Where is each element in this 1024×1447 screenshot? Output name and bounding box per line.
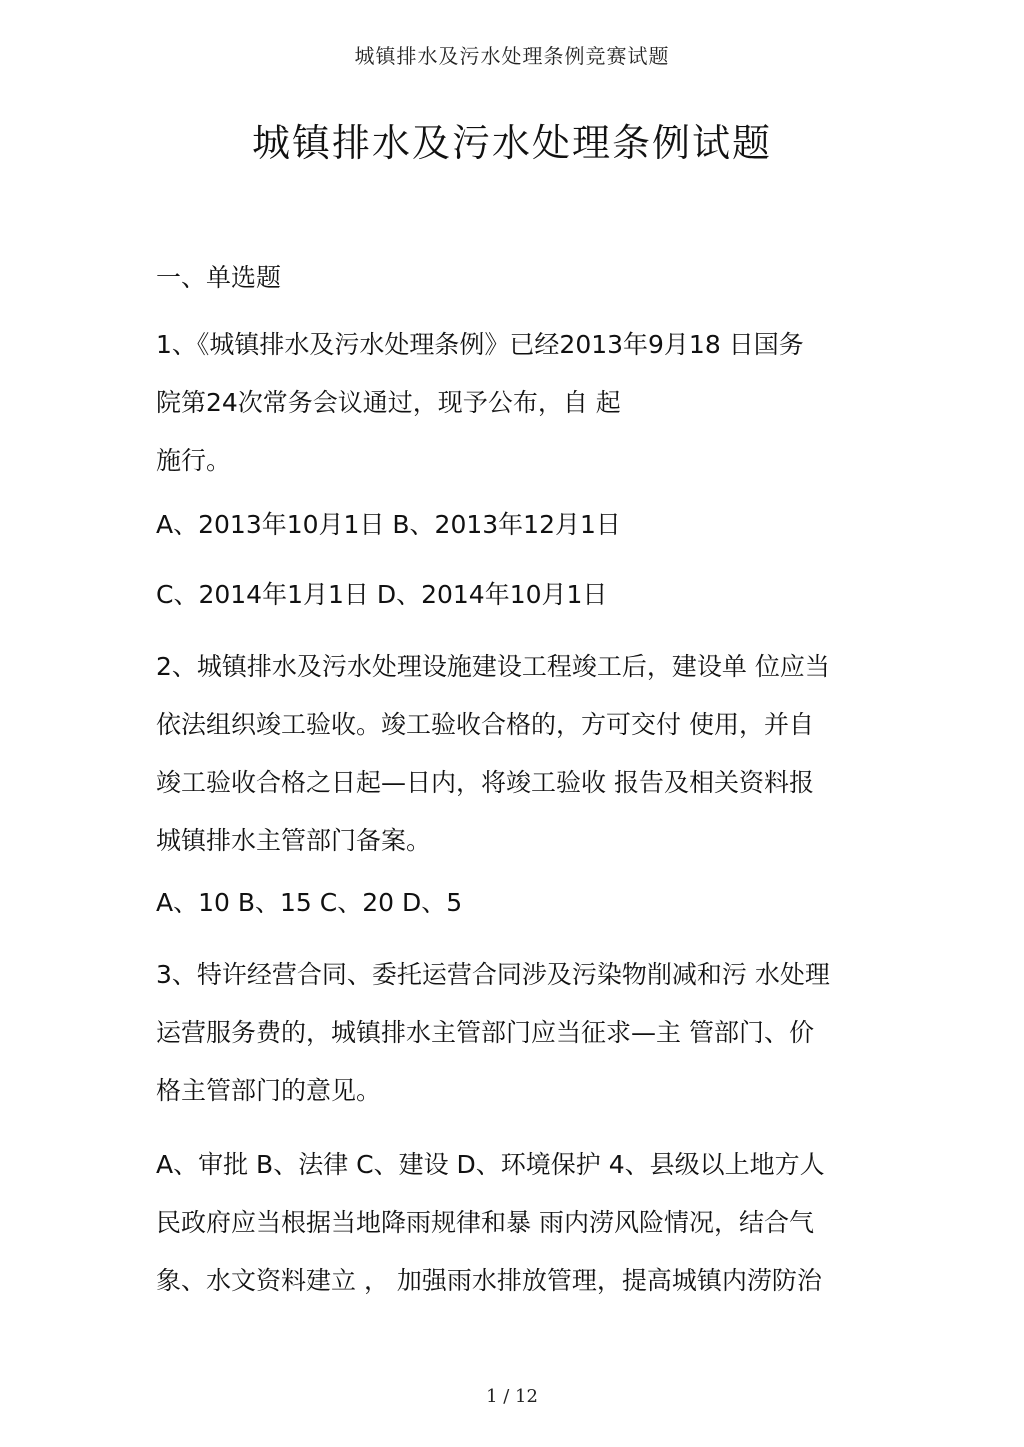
question-2-line-1: 2、城镇排水及污水处理设施建设工程竣工后，建设单 位应当 — [156, 652, 830, 681]
question-1-options-a-b — [156, 496, 872, 554]
page-number: 1 / 12 — [486, 1386, 538, 1407]
question-4-line-2: 象、水文资料建立 ， 加强雨水排放管理，提高城镇内涝防治 — [156, 1266, 822, 1295]
question-2-line-3: 竣工验收合格之日起—日内，将竣工验收 报告及相关资料报 — [156, 768, 814, 797]
question-1 — [156, 316, 872, 490]
question-1-line-3: 施行。 — [156, 446, 232, 475]
question-2 — [156, 638, 872, 870]
question-3-line-3: 格主管部门的意见。 — [156, 1076, 382, 1105]
question-2-line-4: 城镇排水主管部门备案。 — [156, 826, 432, 855]
question-1-options-line-1: A、2013年10月1日 B、2013年12月1日 — [156, 510, 621, 539]
question-1-line-2: 院第24次常务会议通过，现予公布，自 起 — [156, 388, 621, 417]
question-3-options-line: A、审批 B、法律 C、建设 D、环境保护 4、县级以上地方人 — [156, 1150, 825, 1179]
question-3-options-and-question-4 — [156, 1136, 872, 1310]
question-1-options-c-d — [156, 566, 872, 624]
section-heading-single-choice: 一、单选题 — [156, 263, 282, 292]
question-3-line-1: 3、特许经营合同、委托运营合同涉及污染物削减和污 水处理 — [156, 960, 830, 989]
document-title: 城镇排水及污水处理条例试题 — [251, 121, 772, 165]
question-4-line-1: 民政府应当根据当地降雨规律和暴 雨内涝风险情况，结合气 — [156, 1208, 814, 1237]
question-2-options-line: A、10 B、15 C、20 D、5 — [156, 888, 463, 917]
question-3-line-2: 运营服务费的，城镇排水主管部门应当征求—主 管部门、价 — [156, 1018, 814, 1047]
question-1-line-1: 1、《城镇排水及污水处理条例》已经2013年9月18 日国务 — [156, 330, 804, 359]
question-2-options — [156, 874, 872, 932]
question-1-options-line-2: C、2014年1月1日 D、2014年10月1日 — [156, 580, 608, 609]
question-2-line-2: 依法组织竣工验收。竣工验收合格的，方可交付 使用，并自 — [156, 710, 814, 739]
running-header: 城镇排水及污水处理条例竞赛试题 — [354, 44, 670, 68]
question-3 — [156, 946, 872, 1120]
